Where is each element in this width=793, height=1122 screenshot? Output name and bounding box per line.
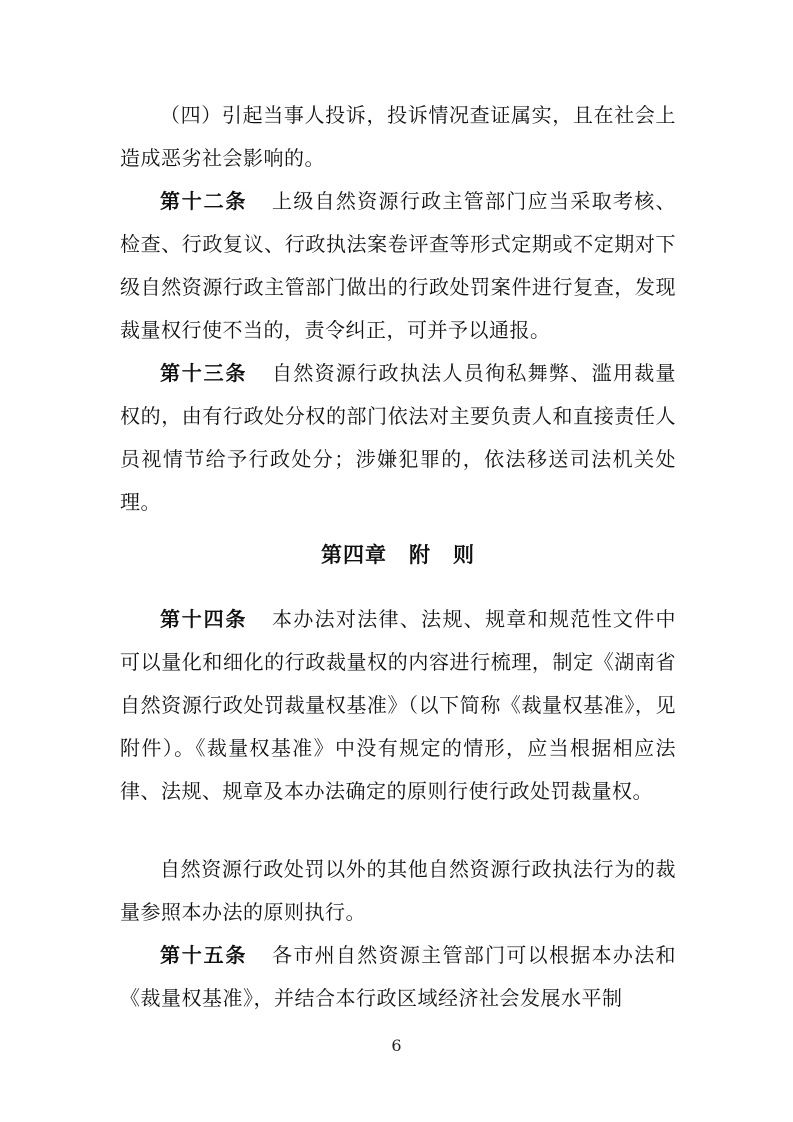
article-text: 本办法对法律、法规、规章和规范性文件中可以量化和细化的行政裁量权的内容进行梳理，制定《湖南省自然资源行政处罚裁量权基准》（以下简称《裁量权基准》，见附件）。《裁量权基准》中没有规定的情形，应当根据相应法律、法规、规章及本办法确定的原则行使行政处罚裁量权。: [120, 607, 677, 803]
article-number: 第十三条: [160, 361, 248, 385]
article-13: [120, 352, 676, 524]
paragraph-text: 自然资源行政处罚以外的其他自然资源行政执法行为的裁量参照本办法的原则执行。: [120, 857, 676, 924]
chapter-title: 第四章 附 则: [321, 543, 475, 567]
page-number: 6: [391, 1036, 402, 1055]
article-text: 各市州自然资源主管部门可以根据本办法和《裁量权基准》，并结合本行政区域经济社会发展水平制: [120, 943, 677, 1010]
article-number: 第十四条: [160, 607, 248, 631]
article-text: 自然资源行政执法人员徇私舞弊、滥用裁量权的，由有行政处分权的部门依法对主要负责人和直接责任人员视情节给予行政处分；涉嫌犯罪的，依法移送司法机关处理。: [120, 361, 677, 514]
article-15: [120, 934, 676, 1020]
paragraph-text: （四）引起当事人投诉，投诉情况查证属实，且在社会上造成恶劣社会影响的。: [120, 103, 676, 170]
article-text: 上级自然资源行政主管部门应当采取考核、检查、行政复议、行政执法案卷评查等形式定期或不定期对下级自然资源行政主管部门做出的行政处罚案件进行复查，发现裁量权行使不当的，责令纠正，可并予以通报。: [120, 189, 677, 342]
paragraph-other-actions: [120, 848, 676, 934]
paragraph-item-4: [120, 94, 676, 180]
article-12: [120, 180, 676, 352]
article-number: 第十五条: [160, 943, 248, 967]
article-14: [120, 598, 676, 813]
article-number: 第十二条: [160, 189, 248, 213]
